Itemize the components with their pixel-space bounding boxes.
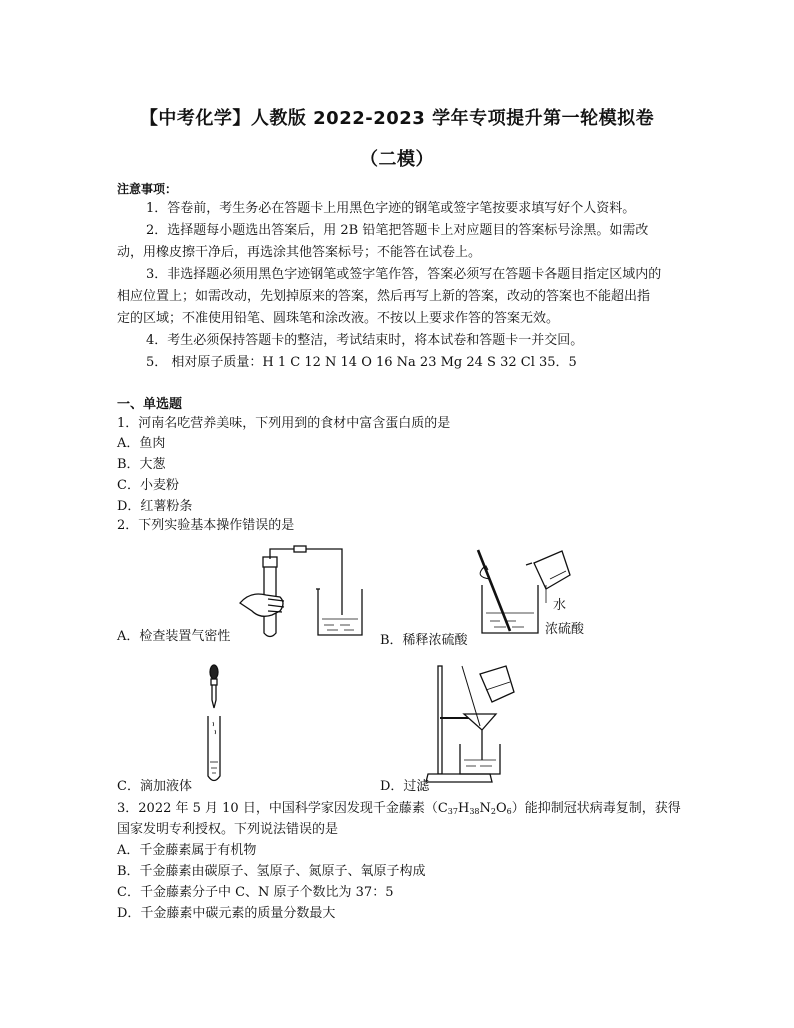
question-2-option-d: D．过滤 — [380, 779, 430, 794]
question-3-stem-line1: 3．2022 年 5 月 10 日，中国科学家因发现千金藤素$(C_{37}H_{38}N_2O_6)$能抑制冠状病毒复制，获得 — [117, 801, 681, 816]
question-3-option-d: D．千金藤素中碳元素的质量分数最大 — [117, 906, 336, 921]
figure-dropper-adding-liquid — [200, 664, 230, 786]
note-line: 相应位置上；如需改动，先划掉原来的答案，然后再写上新的答案，改动的答案也不能超出指 — [117, 289, 651, 304]
question-3-option-b: B．千金藤素由碳原子、氢原子、氮原子、氧原子构成 — [117, 864, 426, 879]
exam-subtitle: （二模） — [360, 149, 434, 170]
note-line: 动，用橡皮擦干净后，再选涂其他答案标号；不能答在试卷上。 — [117, 245, 482, 260]
notes-heading: 注意事项： — [117, 182, 178, 196]
question-2-stem: 2．下列实验基本操作错误的是 — [117, 518, 295, 533]
question-3-option-a: A．千金藤素属于有机物 — [117, 843, 257, 858]
section-heading: 一、单选题 — [117, 397, 183, 412]
note-line: 5． 相对原子质量：H 1 C 12 N 14 O 16 Na 23 Mg 24 S 32 Cl 35．5 — [146, 355, 577, 370]
question-2-option-a: A．检查装置气密性 — [117, 629, 231, 644]
label-water: 水 — [553, 598, 567, 613]
question-3-stem-line2: 国家发明专利授权。下列说法错误的是 — [117, 822, 339, 837]
label-concentrated-acid: 浓硫酸 — [545, 622, 585, 637]
question-1-option-d: D．红薯粉条 — [117, 499, 193, 514]
note-line: 1．答卷前，考生务必在答题卡上用黑色字迹的钢笔或签字笔按要求填写好个人资料。 — [146, 201, 636, 216]
figure-filtration — [420, 664, 530, 786]
figure-airtightness-check — [230, 545, 370, 645]
note-line: 4．考生必须保持答题卡的整洁，考试结束时，将本试卷和答题卡一并交回。 — [146, 333, 584, 348]
question-1-option-c: C．小麦粉 — [117, 478, 179, 493]
question-1-stem: 1．河南名吃营养美味，下列用到的食材中富含蛋白质的是 — [117, 416, 451, 431]
note-line: 3．非选择题必须用黑色字迹钢笔或签字笔作答，答案必须写在答题卡各题目指定区域内的 — [146, 267, 662, 282]
question-3-option-c: C．千金藤素分子中 C、N 原子个数比为 37：5 — [117, 885, 394, 900]
question-2-option-b: B．稀释浓硫酸 — [380, 633, 468, 648]
note-line: 2．选择题每小题选出答案后，用 2B 铅笔把答题卡上对应题目的答案标号涂黑。如需改 — [146, 223, 649, 238]
question-2-option-c: C．滴加液体 — [117, 779, 192, 794]
note-line: 定的区域；不准使用铅笔、圆珠笔和涂改液。不按以上要求作答的答案无效。 — [117, 311, 560, 326]
question-1-option-b: B．大葱 — [117, 457, 166, 472]
exam-title: 【中考化学】人教版 2022-2023 学年专项提升第一轮模拟卷 — [139, 108, 655, 129]
question-1-option-a: A．鱼肉 — [117, 436, 166, 451]
